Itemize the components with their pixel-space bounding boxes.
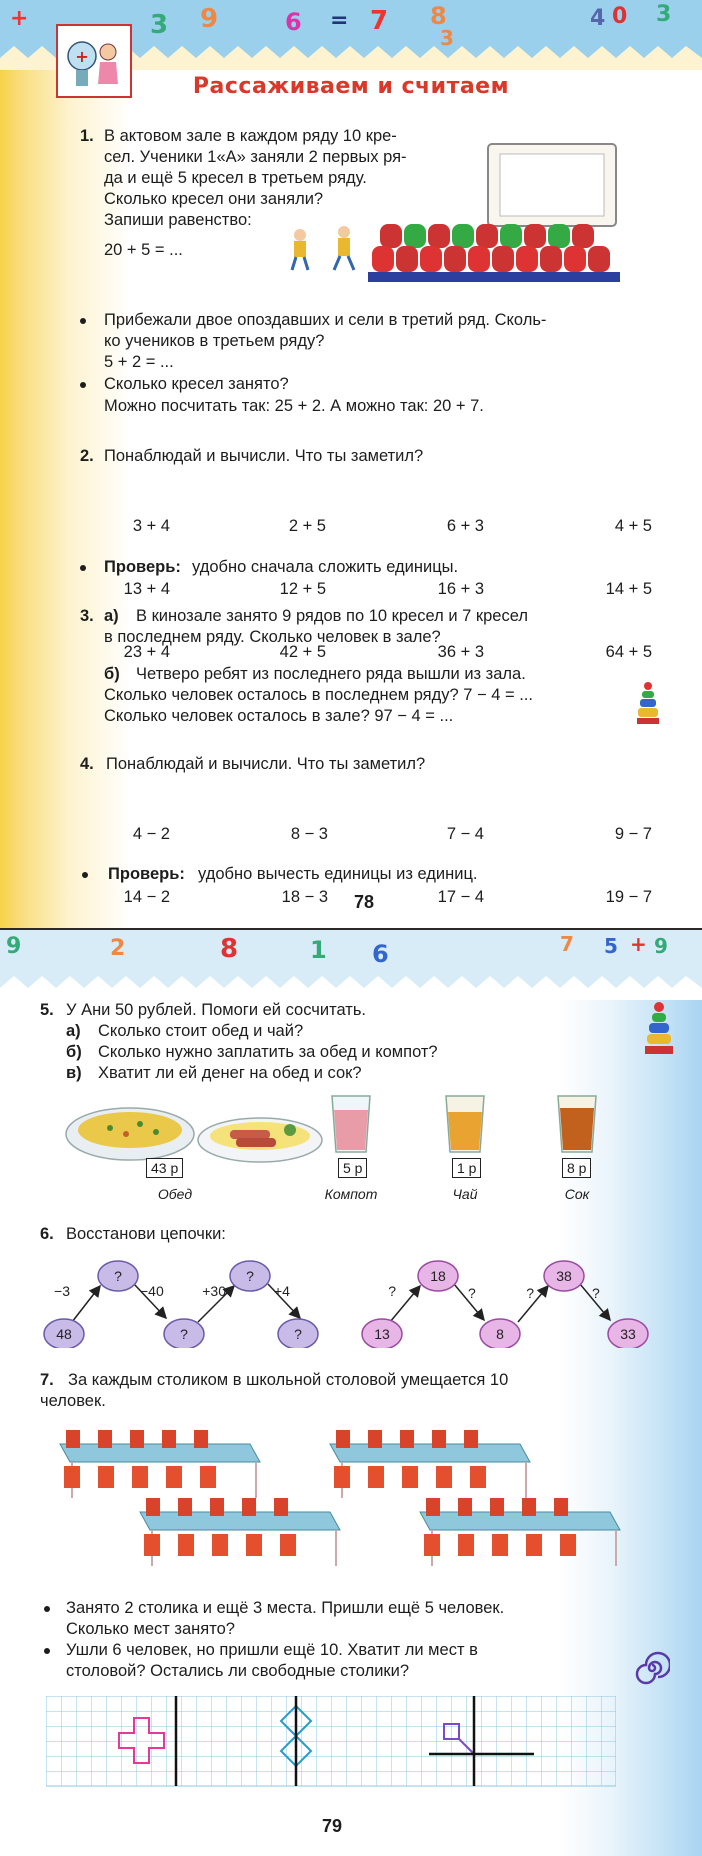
item-text: Хватит ли ей денег на обед и сок? (98, 1064, 362, 1082)
bullet (80, 318, 86, 324)
node-value: 33 (620, 1326, 636, 1342)
header-glyph: 4 (590, 6, 606, 31)
table-group (60, 1430, 260, 1498)
task-text-line: человек. (40, 1392, 106, 1410)
expression: 12 + 5 (279, 580, 326, 598)
header-glyph: 2 (110, 936, 126, 961)
pyramid-toy-icon (636, 680, 660, 726)
expression: 18 − 3 (281, 888, 328, 906)
chain-operation: ? (592, 1285, 600, 1301)
item-label: а) (104, 607, 119, 625)
header-glyph: 6 (372, 940, 389, 968)
task-text-line: Сколько человек осталось в последнем ряду? 7 − 4 = ... (104, 686, 533, 704)
product-label: Чай (452, 1186, 478, 1202)
expression: 3 + 4 (132, 517, 170, 535)
header-glyph: 9 (654, 934, 668, 958)
node-value: 8 (496, 1326, 504, 1342)
svg-text:+: + (75, 47, 89, 66)
decorative-header (0, 930, 702, 1000)
bullet (44, 1648, 50, 1654)
node-value: ? (180, 1326, 188, 1342)
task-text-line: сел. Ученики 1«А» заняли 2 первых ря- (104, 148, 407, 166)
task-text-line: За каждым столиком в школьной столовой умещается 10 (68, 1371, 509, 1389)
equation: 5 + 2 = ... (104, 353, 174, 371)
expression: 4 − 2 (132, 825, 170, 843)
expression: 19 − 7 (605, 888, 652, 906)
table-group (330, 1430, 530, 1498)
task-number: 5. (40, 1001, 54, 1019)
header-glyph: 3 (656, 2, 672, 27)
header-glyph: 8 (220, 934, 239, 964)
pyramid-toy-icon (644, 1000, 674, 1056)
assembly-hall-illustration (280, 140, 640, 290)
chain-operation: ? (468, 1285, 476, 1301)
header-glyph: + (10, 6, 29, 31)
check-text: удобно вычесть единицы из единиц. (198, 865, 478, 883)
product-label: Обед (157, 1186, 193, 1202)
price-tag: 43 р (146, 1158, 183, 1178)
task-text-line: столовой? Остались ли свободные столики? (66, 1662, 410, 1680)
canteen-tables-illustration (50, 1418, 630, 1568)
number-chains (40, 1256, 680, 1348)
header-glyph: 3 (440, 26, 454, 50)
expression: 36 + 3 (437, 643, 484, 661)
expression: 23 + 4 (123, 643, 170, 661)
task-text-line: Сколько человек осталось в зале? 97 − 4 = ... (104, 707, 454, 725)
expression-column (96, 782, 170, 928)
glass-icon (554, 1094, 600, 1154)
page-number: 78 (354, 892, 375, 912)
price-tag: 8 р (562, 1158, 591, 1178)
check-label: Проверь: (104, 558, 181, 576)
expression: 17 − 4 (437, 888, 484, 906)
expression: 6 + 3 (446, 517, 484, 535)
bullet (80, 565, 86, 571)
task-text-line: Сколько кресел занято? (104, 375, 289, 393)
chain-operation: ? (388, 1283, 396, 1299)
node-value: ? (294, 1326, 302, 1342)
bullet (80, 382, 86, 388)
bullet (44, 1606, 50, 1612)
expression-column (578, 782, 652, 928)
glass-icon (442, 1094, 488, 1154)
item-label: б) (104, 665, 120, 683)
glass-icon (328, 1094, 374, 1154)
task-text-line: Восстанови цепочки: (66, 1225, 226, 1243)
node-value: 18 (430, 1268, 446, 1284)
equation: 20 + 5 = ... (104, 241, 183, 259)
task-text-line: ко учеников в третьем ряду? (104, 332, 325, 350)
node-value: 38 (556, 1268, 572, 1284)
task-number: 7. (40, 1371, 54, 1389)
task-text-line: Ушли 6 человек, но пришли ещё 10. Хватит ли мест в (66, 1641, 478, 1659)
task-text-line: в последнем ряду. Сколько человек в зале? (104, 628, 441, 646)
header-glyph: 1 (310, 936, 327, 964)
expression: 13 + 4 (123, 580, 170, 598)
product-label: Сок (564, 1186, 590, 1202)
task-text-line: Четверо ребят из последнего ряда вышли из зала. (136, 665, 526, 683)
header-glyph: 7 (560, 932, 574, 956)
table-group (420, 1498, 620, 1566)
expression-column (580, 474, 652, 705)
wave-border (0, 976, 702, 1000)
node-value: ? (114, 1268, 122, 1284)
task-number: 2. (80, 447, 94, 465)
header-glyph: 8 (430, 2, 447, 30)
lunch-plates-illustration (60, 1090, 340, 1170)
task-text-line: Понаблюдай и вычисли. Что ты заметил? (104, 447, 424, 465)
task-text-line: Занято 2 столика и ещё 3 места. Пришли ещё 5 человек. (66, 1599, 505, 1617)
task-text-line: Можно посчитать так: 25 + 2. А можно так: 20 + 7. (104, 397, 484, 415)
expression: 64 + 5 (605, 643, 652, 661)
chain-operation: −40 (140, 1283, 164, 1299)
expression: 42 + 5 (279, 643, 326, 661)
chain-operation: −3 (54, 1283, 70, 1299)
expression: 7 − 4 (446, 825, 484, 843)
task-text-line: В кинозале занято 9 рядов по 10 кресел и 7 кресел (136, 607, 528, 625)
expression: 2 + 5 (288, 517, 326, 535)
expression: 9 − 7 (614, 825, 652, 843)
task-text-line: В актовом зале в каждом ряду 10 кре- (104, 127, 397, 145)
header-glyph: 3 (150, 10, 169, 40)
expression: 14 + 5 (605, 580, 652, 598)
item-label: в) (66, 1064, 82, 1082)
task-text-line: Понаблюдай и вычисли. Что ты заметил? (106, 755, 426, 773)
product-label: Компот (324, 1186, 378, 1202)
task-number: 4. (80, 755, 94, 773)
task-text-line: Запиши равенство: (104, 211, 252, 229)
header-glyph: 0 (612, 4, 628, 29)
expression: 4 + 5 (614, 517, 652, 535)
task-number: 1. (80, 127, 94, 145)
header-glyph: 9 (6, 934, 22, 959)
page-title: Рассаживаем и считаем (192, 74, 510, 99)
header-glyph: = (330, 8, 349, 33)
expression: 16 + 3 (437, 580, 484, 598)
chain-operation: ? (526, 1285, 534, 1301)
check-label: Проверь: (108, 865, 185, 883)
expression: 8 − 3 (290, 825, 328, 843)
task-text-line: Прибежали двое опоздавших и сели в третий ряд. Сколь- (104, 311, 547, 329)
task-text-line: Сколько мест занято? (66, 1620, 235, 1638)
task-text-line: У Ани 50 рублей. Помоги ей сосчитать. (66, 1001, 367, 1019)
header-glyph: 5 (604, 934, 618, 958)
node-value: ? (246, 1268, 254, 1284)
task-number: 6. (40, 1225, 54, 1243)
page-79 (0, 930, 702, 1856)
item-text: Сколько нужно заплатить за обед и компот? (98, 1043, 438, 1061)
task-text-line: Сколько кресел они заняли? (104, 190, 324, 208)
chain-operation: +4 (274, 1283, 290, 1299)
expression: 14 − 2 (123, 888, 170, 906)
drawing-grid (46, 1696, 616, 1790)
header-glyph: 9 (200, 4, 219, 34)
task-text-line: да и ещё 5 кресел в третьем ряду. (104, 169, 367, 187)
spiral-icon (634, 1650, 670, 1686)
expression-column (256, 782, 328, 928)
page-number: 79 (322, 1816, 343, 1836)
node-value: 13 (374, 1326, 390, 1342)
item-text: Сколько стоит обед и чай? (98, 1022, 304, 1040)
price-tag: 1 р (452, 1158, 481, 1178)
table-group (140, 1498, 340, 1566)
header-glyph: + (630, 932, 647, 956)
expression-column (412, 782, 484, 928)
check-text: удобно сначала сложить единицы. (192, 558, 459, 576)
task-number: 3. (80, 607, 94, 625)
item-label: б) (66, 1043, 82, 1061)
bullet (82, 872, 88, 878)
chain-operation: +30 (202, 1283, 226, 1299)
price-tag: 5 р (338, 1158, 367, 1178)
header-glyph: 6 (285, 8, 302, 36)
item-label: а) (66, 1022, 81, 1040)
node-value: 48 (56, 1326, 72, 1342)
header-glyph: 7 (370, 6, 389, 36)
